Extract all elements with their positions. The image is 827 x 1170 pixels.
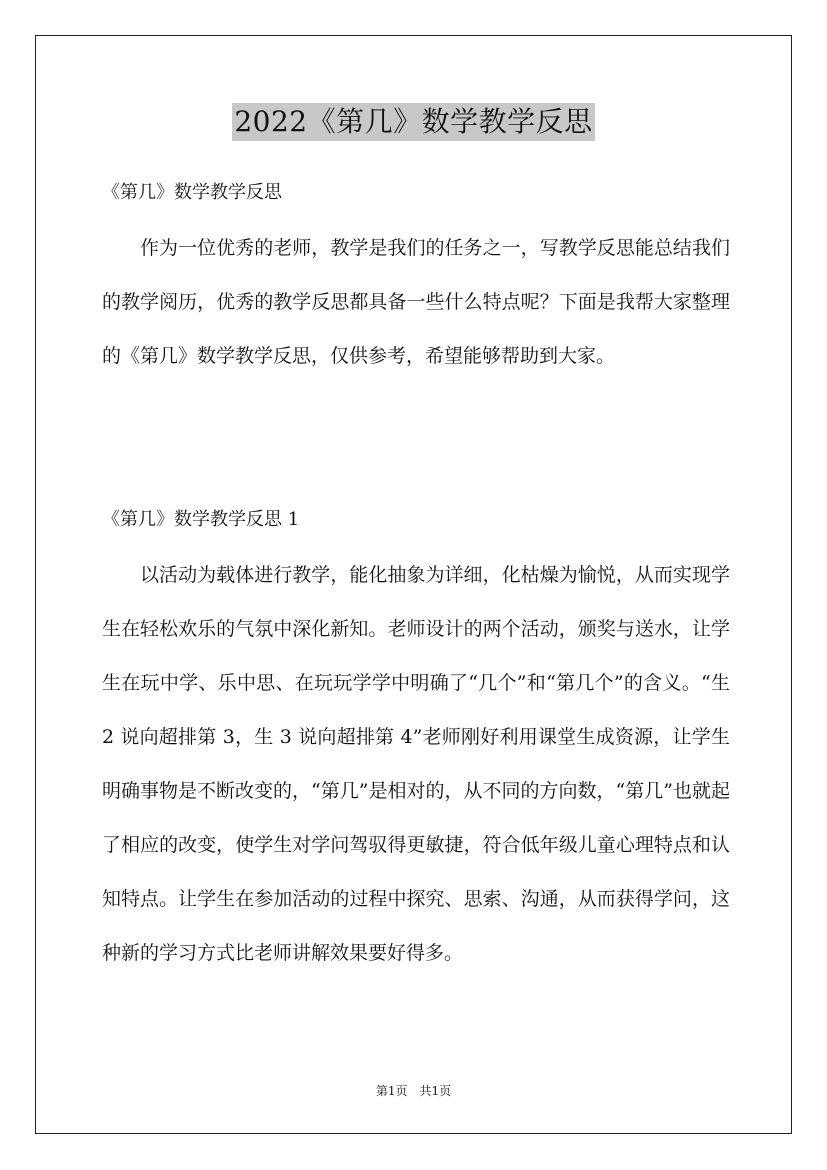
intro-paragraph: 作为一位优秀的老师，教学是我们的任务之一，写教学反思能总结我们的教学阅历，优秀的教学反思都具备一些什么特点呢？下面是我帮大家整理的《第几》数学教学反思，仅供参考，希望能够帮助到大家。 <box>102 237 730 367</box>
section-heading: 《第几》数学教学反思 1 <box>102 509 300 530</box>
page-footer: 第1页 共1页 <box>375 1084 452 1098</box>
document-title: 2022《第几》数学教学反思 <box>232 103 594 141</box>
title-container <box>0 103 827 141</box>
document-subtitle: 《第几》数学教学反思 <box>102 182 282 203</box>
section-body-paragraph: 以活动为载体进行教学，能化抽象为详细，化枯燥为愉悦，从而实现学生在轻松欢乐的气氛中深化新知。老师设计的两个活动，颁奖与送水，让学生在玩中学、乐中思、在玩玩学学中明确了“几个”和“第几个”的含义。“生 2 说向超排第 3，生 3 说向超排第 4”老师刚好利用课堂生成资源，让学生明确事物是不断改变的，“第几”是相对的，从不同的方向数，“第几”也就起了相应的改变，使学生对学问驾驭得更敏捷，符合低年级儿童心理特点和认知特点。让学生在参加活动的过程中探究、思索、沟通，从而获得学问，这种新的学习方式比老师讲解效果要好得多。 <box>102 564 730 964</box>
